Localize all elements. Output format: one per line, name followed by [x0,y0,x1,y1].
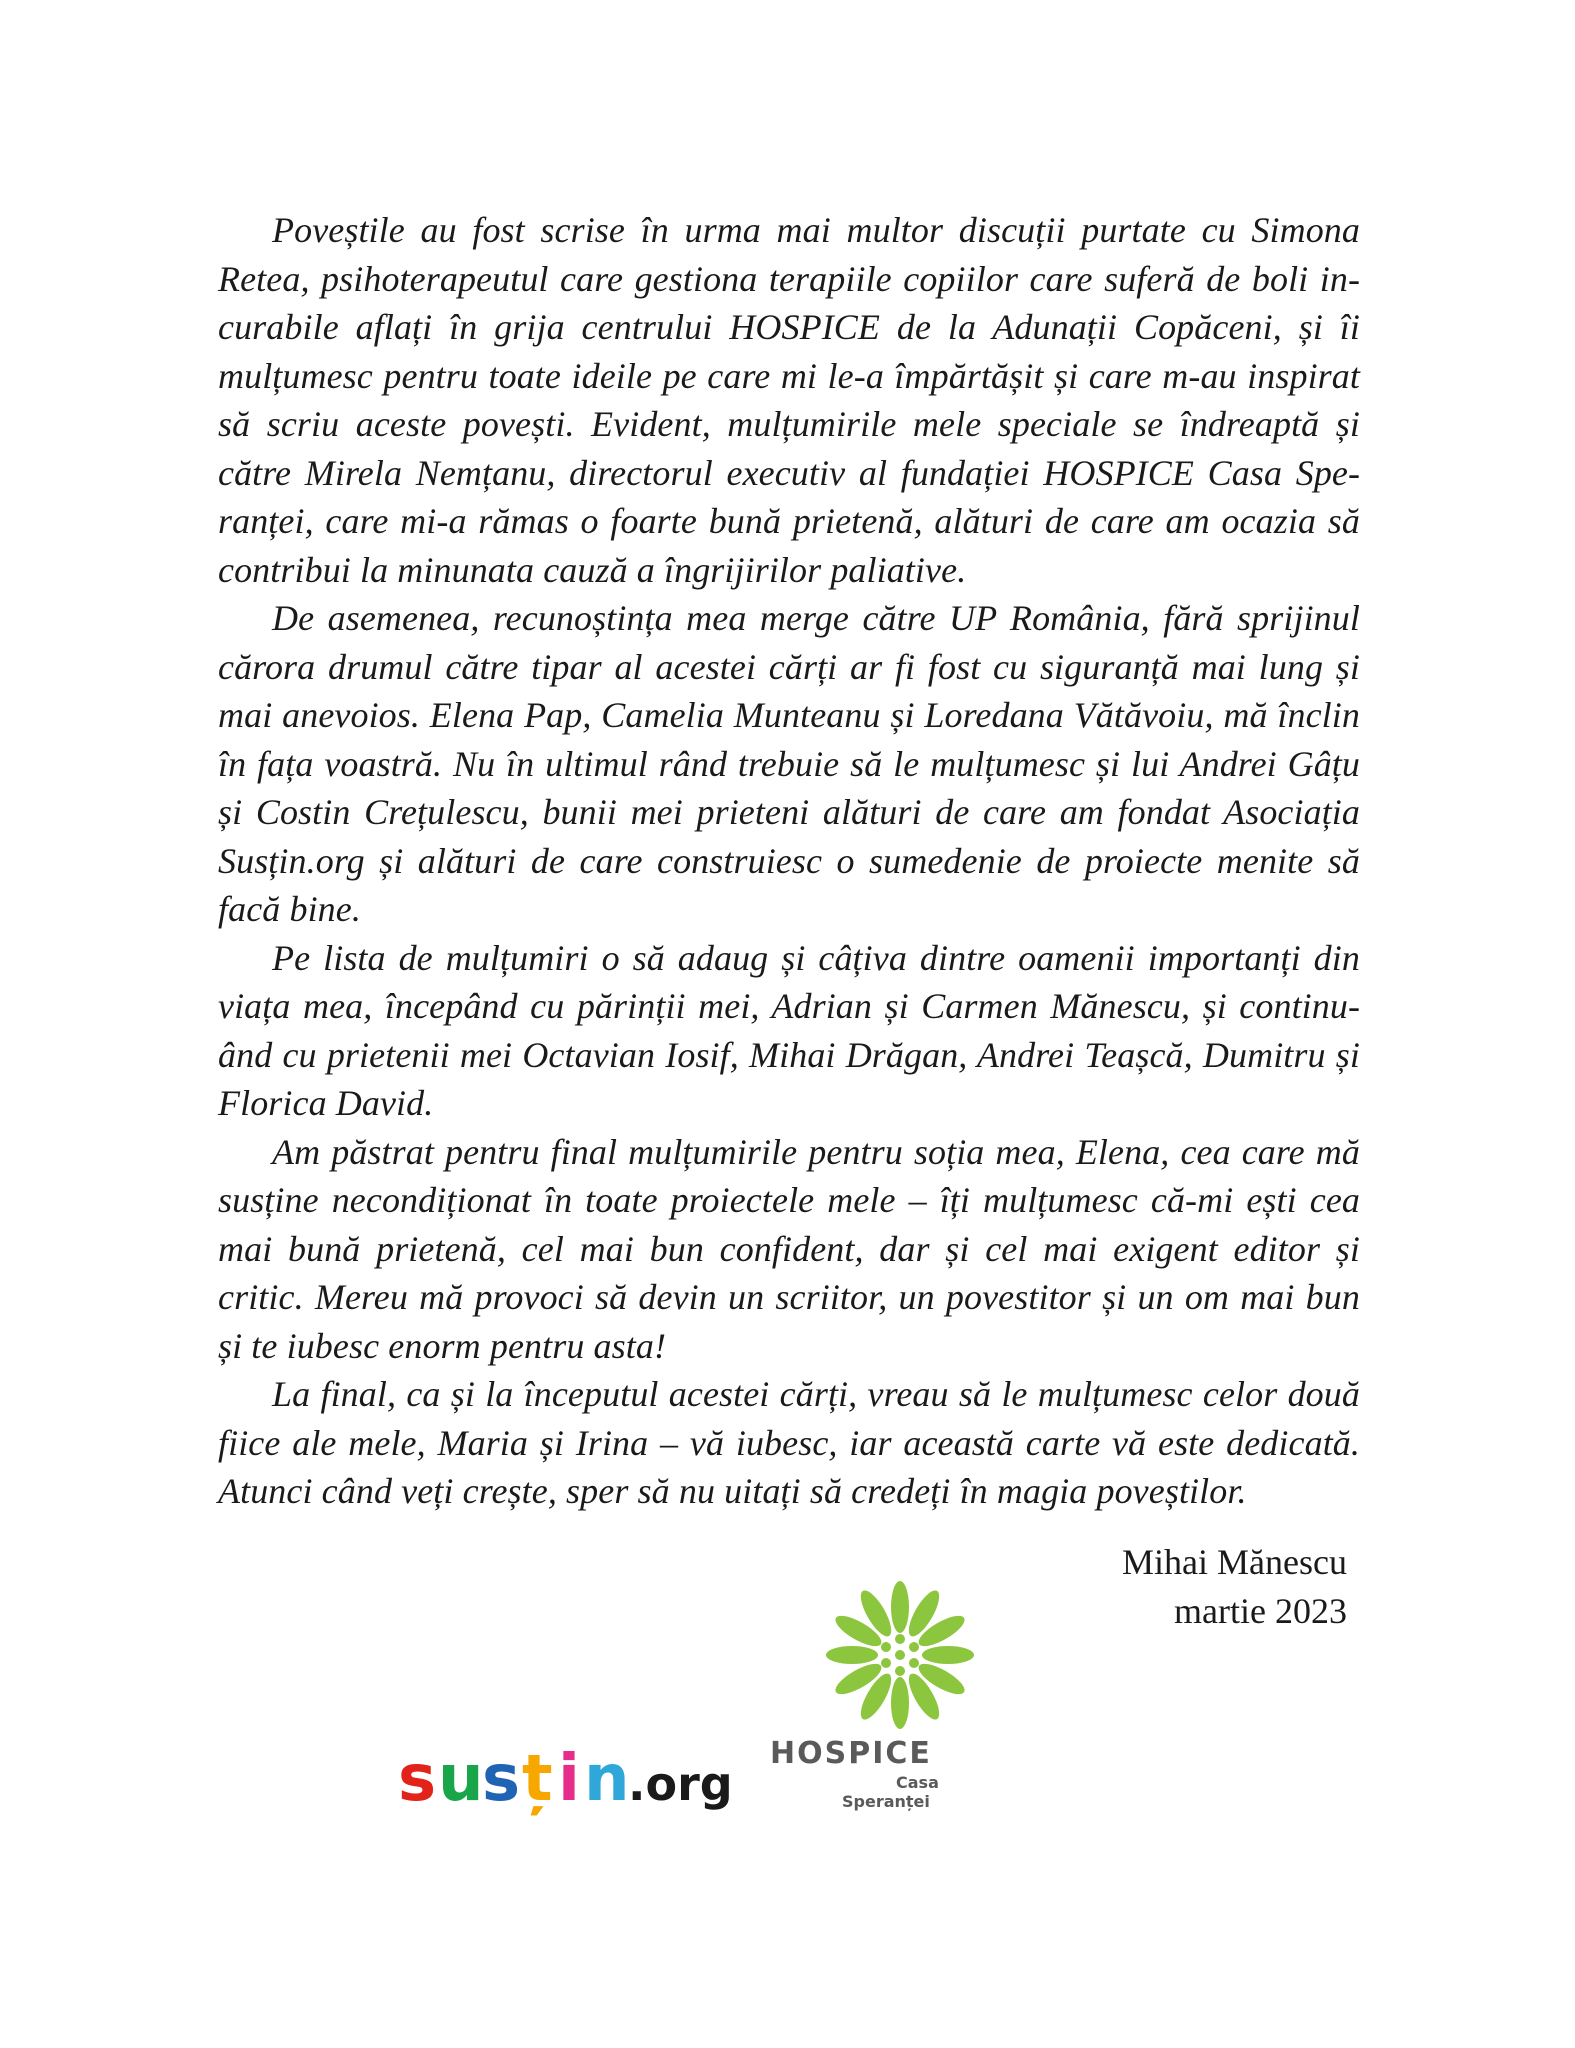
paragraph: De asemenea, recunoștința mea merge către UP România, fără sprijinul cărora drumul către tipar al acestei cărți ar fi fost cu siguranță mai lung și mai anevoios. Elena Pap, Camelia Munteanu și Loredana Vătăvoiu, mă înclin în fața voastră. Nu în ultimul rând trebuie să le mulțumesc și lui Andrei Gâțu și Costin Crețulescu, bunii mei prieteni alături de care am fondat Asociația Susțin.org și alături de care construiesc o sumedenie de proiecte menite să facă bine. [218,598,1360,929]
paragraph: Am păstrat pentru final mulțumirile pentru soția mea, Elena, cea care mă susține necondiționat în toate proiectele mele – îți mulțumesc că-mi ești cea mai bună prietenă, cel mai bun confident, dar și cel mai exigent editor și critic. Mereu mă provoci să devin un scriitor, un povestitor și un om mai bun și te iubesc enorm pentru asta! [218,1131,1360,1366]
sustin-letter: n [584,1742,630,1816]
author-name: Mihai Mănescu [1122,1542,1347,1582]
sustin-letter: u [438,1742,484,1816]
flower-center-dot [881,1658,891,1668]
hospice-logo [770,1580,1000,1830]
sustin-letter: s [482,1742,521,1816]
paragraph: La final, ca și la începutul acestei cărți, vreau să le mulțumesc celor două fiice ale mele, Maria și Irina – vă iubesc, iar această carte vă este dedicată. Atunci când veți crește, sper să nu uitați să credeți în magia poveștilor. [218,1374,1360,1511]
flower-center-dot [895,1666,905,1676]
flower-petal [891,1581,909,1633]
signature-date: martie 2023 [1174,1590,1347,1631]
flower-icon [830,1580,970,1730]
sustin-letter: i [558,1742,580,1816]
flower-petal [922,1646,974,1664]
paragraph: Pe lista de mulțumiri o să adaug și câțiva dintre oamenii importanți din viața mea, începând cu părinții mei, Adrian și Carmen Mănescu, și continuând cu prietenii mei Octavian Iosif, Mihai Drăgan, Andrei Teașcă, Dumitru și Florica David. [218,937,1360,1123]
hospice-subtitle: Casa [896,1773,939,1792]
acknowledgements-text [218,206,1360,1516]
signature-block [1122,1538,1347,1635]
flower-petal [891,1677,909,1729]
flower-center-dot [895,1634,905,1644]
flower-center-dot [909,1642,919,1652]
flower-center-dot [909,1658,919,1668]
paragraph: Poveștile au fost scrise în urma mai multor discuții purtate cu Simona Retea, psihoterapeutul care gestiona terapiile copiilor care suferă de boli incurabile aflați în grija centrului HOSPICE de la Adunații Copăceni, și îi mulțumesc pentru toate ideile pe care mi le-a împărtășit și care m-au inspirat să scriu aceste povești. Evident, mulțumirile mele speciale se îndreaptă și către Mirela Nemțanu, directorul executiv al fundației HOSPICE Casa Speranței, care mi-a rămas o foarte bună prietenă, alături de care am ocazia să contribui la minunata cauză a îngrijirilor paliative. [218,210,1360,590]
sustin-logo-graphic [398,1730,733,1820]
hospice-subtitle: Speranței [842,1792,930,1811]
flower-center-dot [895,1650,905,1660]
sustin-suffix: .org [628,1757,733,1811]
hospice-name: HOSPICE [770,1736,932,1771]
flower-center-dot [881,1642,891,1652]
flower-petal [826,1646,878,1664]
sustin-org-logo [398,1730,733,1820]
sustin-letter: ț [522,1742,553,1816]
sustin-letter: s [398,1742,437,1816]
